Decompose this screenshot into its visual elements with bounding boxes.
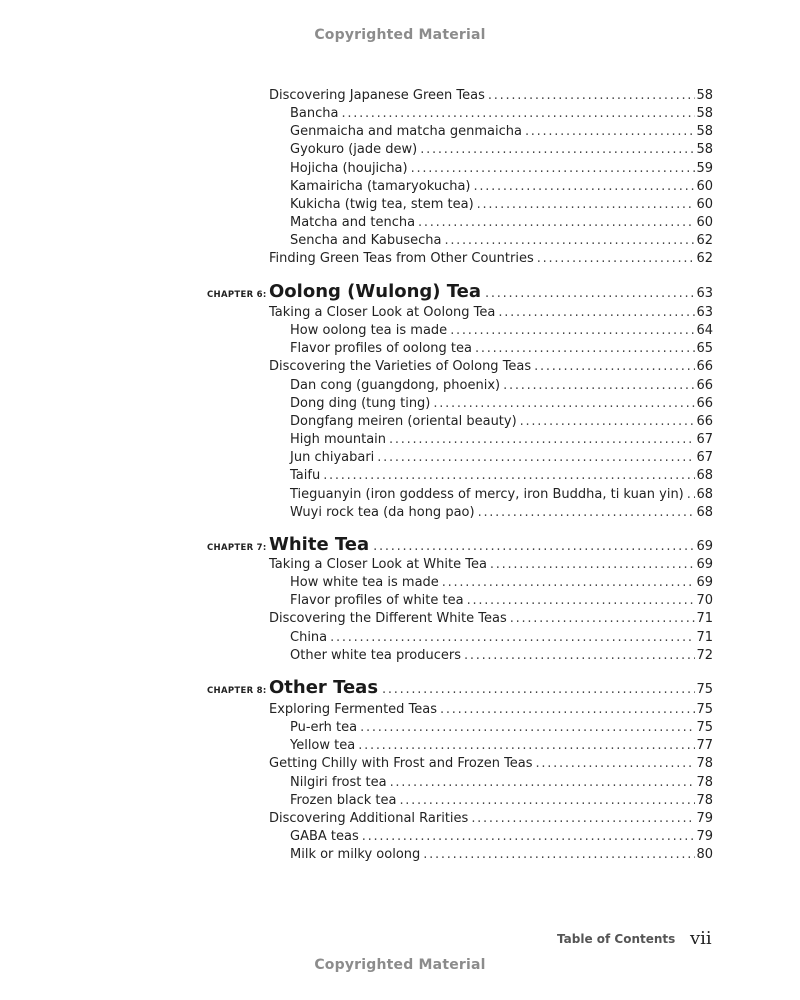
chapter-title: Other Teas — [269, 677, 379, 698]
toc-subentry[interactable] — [290, 792, 713, 810]
toc-entry-label: How white tea is made — [290, 575, 439, 591]
toc-subentry[interactable] — [290, 214, 713, 232]
chapter-title: Oolong (Wulong) Tea — [269, 281, 482, 302]
toc-entry-label: Taifu — [290, 468, 321, 484]
toc-section-entry[interactable] — [269, 701, 713, 719]
toc-subentry[interactable] — [290, 178, 713, 196]
toc-section-entry[interactable] — [269, 304, 713, 322]
toc-subentry[interactable] — [290, 574, 713, 592]
toc-entry-label: High mountain — [290, 432, 387, 448]
dot-leader — [488, 87, 696, 105]
toc-entry-label: Discovering Japanese Green Teas — [269, 88, 485, 103]
dot-leader — [411, 160, 696, 178]
dot-leader — [520, 413, 696, 431]
dot-leader — [534, 358, 695, 376]
toc-entry-label: Genmaicha and matcha genmaicha — [290, 124, 522, 140]
toc-entry-label: Jun chiyabari — [290, 450, 375, 466]
toc-entry-page: 65 — [696, 341, 713, 357]
toc-entry-label: Kukicha (twig tea, stem tea) — [290, 196, 474, 212]
toc-subentry[interactable] — [290, 828, 713, 846]
toc-entry-label: China — [290, 629, 328, 645]
toc-entry-page: 78 — [696, 774, 713, 790]
toc-entry-label: Tieguanyin (iron goddess of mercy, iron Buddha, ti kuan yin) — [290, 486, 684, 502]
toc-entry-label: Yellow tea — [290, 738, 356, 754]
chapter-number: CHAPTER 7: — [207, 543, 267, 553]
dot-leader — [362, 828, 696, 846]
toc-subentry[interactable] — [290, 377, 713, 395]
dot-leader — [423, 846, 695, 864]
dot-leader — [440, 701, 695, 719]
toc-entry-page: 78 — [696, 792, 713, 808]
dot-leader — [485, 286, 695, 301]
toc-entry-page: 75 — [696, 720, 713, 736]
dot-leader — [442, 574, 696, 592]
toc-entry-label: Dong ding (tung ting) — [290, 395, 431, 411]
toc-subentry[interactable] — [290, 486, 713, 504]
toc-entry-page: 58 — [696, 142, 713, 158]
toc-entry-page: 68 — [696, 504, 713, 520]
toc-entry-page: 78 — [696, 756, 713, 772]
toc-subentry[interactable] — [290, 504, 713, 522]
toc-entry-page: 59 — [696, 160, 713, 176]
toc-subentry[interactable] — [290, 737, 713, 755]
chapter-title: White Tea — [269, 534, 370, 555]
toc-entry-page: 68 — [696, 486, 713, 502]
toc-section-entry[interactable] — [269, 610, 713, 628]
toc-section-entry[interactable] — [269, 358, 713, 376]
dot-leader — [377, 449, 695, 467]
toc-subentry[interactable] — [290, 141, 713, 159]
dot-leader — [382, 682, 695, 697]
toc-entry-page: 79 — [696, 829, 713, 845]
toc-entry-page: 70 — [696, 593, 713, 609]
footer-section-label: Table of Contents — [557, 932, 676, 946]
chapter-number: CHAPTER 6: — [207, 290, 267, 300]
toc-entry-page: 63 — [696, 305, 713, 320]
toc-entry-label: Pu-erh tea — [290, 720, 358, 736]
toc-entry-page: 68 — [696, 468, 713, 484]
toc-entry-label: Hojicha (houjicha) — [290, 160, 408, 176]
toc-subentry[interactable] — [290, 629, 713, 647]
toc-entry-page: 62 — [696, 251, 713, 267]
toc-subentry[interactable] — [290, 774, 713, 792]
toc-entry-page: 66 — [696, 413, 713, 429]
toc-entry-label: Discovering the Varieties of Oolong Teas — [269, 359, 532, 375]
dot-leader — [323, 467, 695, 485]
dot-leader — [474, 178, 696, 196]
copyright-watermark-bottom: Copyrighted Material — [314, 957, 486, 973]
toc-entry-label: Other white tea producers — [290, 647, 461, 663]
toc-subentry[interactable] — [290, 431, 713, 449]
dot-leader — [687, 486, 696, 504]
toc-subentry[interactable] — [290, 467, 713, 485]
toc-section-entry[interactable] — [269, 556, 713, 574]
dot-leader — [478, 504, 696, 522]
toc-entry-page: 69 — [696, 575, 713, 591]
toc-subentry[interactable] — [290, 719, 713, 737]
toc-section-entry[interactable] — [269, 87, 713, 105]
toc-entry-page: 60 — [696, 178, 713, 194]
dot-leader — [390, 774, 696, 792]
toc-entry-label: Discovering the Different White Teas — [269, 611, 507, 627]
toc-entry-page: 80 — [696, 847, 713, 863]
toc-entry-page: 66 — [696, 359, 713, 375]
toc-entry-label: Finding Green Teas from Other Countries — [269, 251, 534, 267]
toc-entry-page: 66 — [696, 377, 713, 393]
toc-entry-page: 58 — [696, 106, 713, 122]
dot-leader — [341, 105, 695, 123]
toc-entry-page: 62 — [696, 233, 713, 249]
toc-subentry[interactable] — [290, 196, 713, 214]
dot-leader — [330, 629, 695, 647]
dot-leader — [498, 304, 695, 322]
toc-subentry[interactable] — [290, 413, 713, 431]
toc-entry-page: 79 — [696, 810, 713, 826]
toc-entry-label: Taking a Closer Look at White Tea — [269, 557, 487, 572]
dot-leader — [433, 395, 695, 413]
toc-subentry[interactable] — [290, 105, 713, 123]
toc-subentry[interactable] — [290, 322, 713, 340]
toc-entry-label: Taking a Closer Look at Oolong Tea — [269, 305, 496, 320]
toc-entry-page: 64 — [696, 323, 713, 339]
dot-leader — [373, 539, 695, 554]
dot-leader — [475, 340, 695, 358]
toc-entry-page: 72 — [696, 647, 713, 663]
dot-leader — [450, 322, 695, 340]
dot-leader — [467, 592, 696, 610]
toc-entry-label: Getting Chilly with Frost and Frozen Teas — [269, 756, 533, 772]
chapter-number: CHAPTER 8: — [207, 686, 267, 696]
toc-chapter-heading[interactable] — [207, 677, 713, 701]
toc-entry-page: 75 — [696, 702, 713, 717]
dot-leader — [399, 792, 695, 810]
dot-leader — [537, 250, 696, 268]
dot-leader — [444, 232, 695, 250]
toc-entry-label: Sencha and Kabusecha — [290, 233, 442, 249]
toc-subentry[interactable] — [290, 846, 713, 864]
footer-page-number: vii — [690, 928, 712, 949]
toc-chapter-heading[interactable] — [207, 281, 713, 305]
toc-entry-page: 58 — [696, 88, 713, 103]
toc-entry-page: 69 — [696, 557, 713, 572]
dot-leader — [525, 123, 696, 141]
dot-leader — [471, 810, 695, 828]
toc-subentry[interactable] — [290, 123, 713, 141]
dot-leader — [358, 737, 695, 755]
toc-section-entry[interactable] — [269, 755, 713, 773]
toc-subentry[interactable] — [290, 592, 713, 610]
toc-entry-label: Wuyi rock tea (da hong pao) — [290, 504, 475, 520]
toc-subentry[interactable] — [290, 449, 713, 467]
toc-entry-label: Frozen black tea — [290, 792, 397, 808]
toc-entry-page: 67 — [696, 432, 713, 448]
toc-entry-label: Gyokuro (jade dew) — [290, 142, 418, 158]
chapter-page: 75 — [696, 682, 713, 697]
dot-leader — [490, 556, 696, 574]
toc-entry-label: Exploring Fermented Teas — [269, 702, 438, 717]
dot-leader — [464, 647, 695, 665]
toc-entry-page: 58 — [696, 124, 713, 140]
toc-entry-page: 77 — [696, 738, 713, 754]
dot-leader — [389, 431, 695, 449]
toc-entry-page: 67 — [696, 450, 713, 466]
dot-leader — [360, 719, 695, 737]
dot-leader — [418, 214, 695, 232]
toc-subentry[interactable] — [290, 160, 713, 178]
toc-entry-label: Flavor profiles of oolong tea — [290, 341, 472, 357]
dot-leader — [503, 377, 695, 395]
toc-entry-page: 71 — [696, 611, 713, 627]
toc-entry-label: Bancha — [290, 106, 339, 122]
toc-entry-label: Dan cong (guangdong, phoenix) — [290, 377, 501, 393]
toc-chapter-heading[interactable] — [207, 534, 713, 558]
copyright-watermark-top: Copyrighted Material — [314, 27, 486, 43]
chapter-page: 69 — [696, 539, 713, 554]
toc-entry-label: How oolong tea is made — [290, 323, 448, 339]
toc-entry-label: Dongfang meiren (oriental beauty) — [290, 413, 517, 429]
toc-entry-label: Discovering Additional Rarities — [269, 810, 469, 826]
toc-entry-label: GABA teas — [290, 829, 359, 845]
toc-entry-label: Matcha and tencha — [290, 215, 416, 231]
toc-entry-page: 66 — [696, 395, 713, 411]
toc-subentry[interactable] — [290, 647, 713, 665]
toc-entry-page: 71 — [696, 629, 713, 645]
toc-entry-label: Flavor profiles of white tea — [290, 593, 464, 609]
toc-section-entry[interactable] — [269, 810, 713, 828]
dot-leader — [536, 755, 696, 773]
dot-leader — [477, 196, 696, 214]
toc-entry-label: Kamairicha (tamaryokucha) — [290, 178, 471, 194]
toc-subentry[interactable] — [290, 395, 713, 413]
toc-entry-label: Milk or milky oolong — [290, 847, 421, 863]
toc-subentry[interactable] — [290, 340, 713, 358]
toc-entry-label: Nilgiri frost tea — [290, 774, 387, 790]
dot-leader — [510, 610, 696, 628]
toc-entry-page: 60 — [696, 215, 713, 231]
dot-leader — [420, 141, 695, 159]
toc-subentry[interactable] — [290, 232, 713, 250]
toc-entry-page: 60 — [696, 196, 713, 212]
chapter-page: 63 — [696, 286, 713, 301]
toc-section-entry[interactable] — [269, 250, 713, 268]
